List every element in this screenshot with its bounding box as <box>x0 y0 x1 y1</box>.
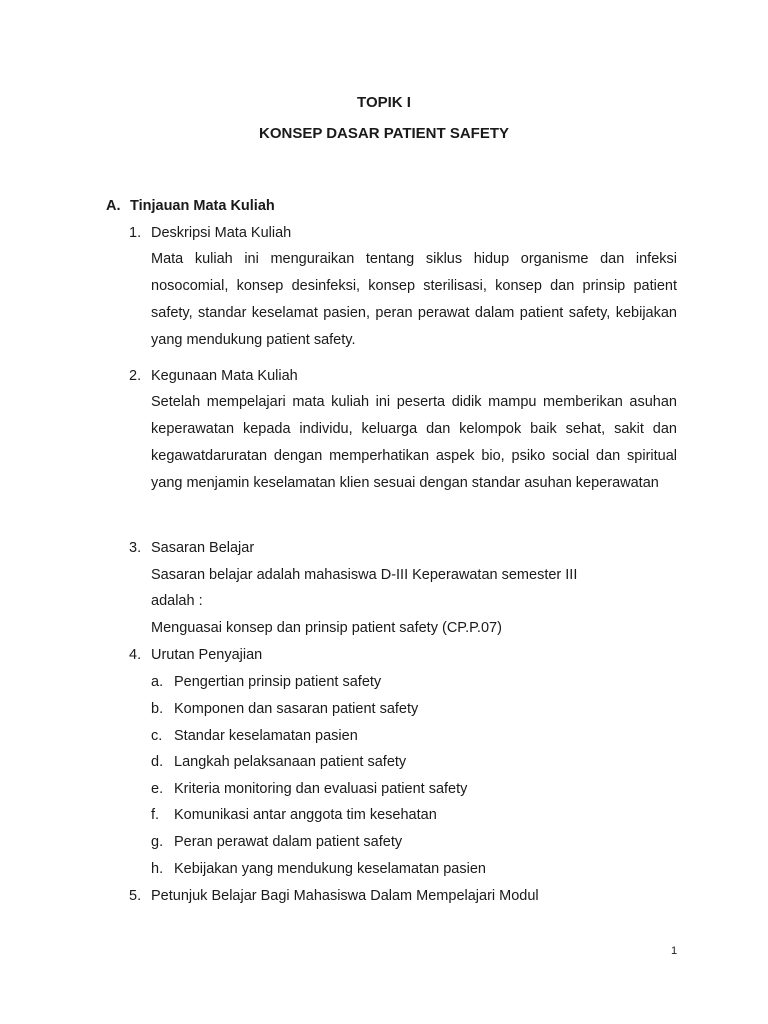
list-item-label: Urutan Penyajian <box>151 647 263 663</box>
section-a-marker: A. <box>106 198 121 214</box>
list-item-number: 5. <box>129 888 142 904</box>
sub-list-letter: d. <box>151 754 164 770</box>
topic-subtitle: KONSEP DASAR PATIENT SAFETY <box>258 125 510 142</box>
topic-title: TOPIK I <box>357 94 411 111</box>
sub-list-text: Komponen dan sasaran patient safety <box>174 701 419 717</box>
list-item-label: Kegunaan Mata Kuliah <box>151 368 298 384</box>
sub-list-letter: c. <box>151 728 163 744</box>
list-item-number: 4. <box>129 647 142 663</box>
list-item-number: 2. <box>129 368 142 384</box>
list-item-number: 3. <box>129 540 142 556</box>
list-item-number: 1. <box>129 225 142 241</box>
list-item-label: Deskripsi Mata Kuliah <box>151 225 292 241</box>
sub-list-letter: h. <box>151 861 164 877</box>
sub-list-text: Langkah pelaksanaan patient safety <box>174 754 407 770</box>
sasaran-line: Sasaran belajar adalah mahasiswa D-III Keperawatan semester III <box>151 567 578 583</box>
page-number: 1 <box>671 945 678 957</box>
paragraph-deskripsi: Mata kuliah ini menguraikan tentang siklus hidup organisme dan infeksi nosocomial, konsep desinfeksi, konsep sterilisasi, konsep dan prinsip patient safety, standar keselamat pasien, peran perawat dalam patient safety, kebijakan yang mendukung patient safety. <box>151 251 677 348</box>
sasaran-line: Menguasai konsep dan prinsip patient safety (CP.P.07) <box>151 620 502 636</box>
sub-list-letter: e. <box>151 781 164 797</box>
list-item-label: Sasaran Belajar <box>151 540 255 556</box>
section-a-heading: Tinjauan Mata Kuliah <box>130 198 275 214</box>
paragraph-kegunaan: Setelah mempelajari mata kuliah ini peserta didik mampu memberikan asuhan keperawatan kepada individu, keluarga dan kelompok baik sehat, sakit dan kegawatdaruratan dengan memperhatikan aspek bio, psiko social dan spiritual yang menjamin keselamatan klien sesuai dengan standar asuhan keperawatan <box>151 394 677 491</box>
sasaran-line: adalah : <box>151 593 203 609</box>
sub-list-text: Standar keselamatan pasien <box>174 728 358 744</box>
list-item-label: Petunjuk Belajar Bagi Mahasiswa Dalam Mempelajari Modul <box>151 888 539 904</box>
sub-list-text: Komunikasi antar anggota tim kesehatan <box>174 807 437 823</box>
sub-list-text: Peran perawat dalam patient safety <box>174 834 403 850</box>
sub-list-text: Kebijakan yang mendukung keselamatan pasien <box>174 861 486 877</box>
sub-list-text: Kriteria monitoring dan evaluasi patient safety <box>174 781 468 797</box>
sub-list-text: Pengertian prinsip patient safety <box>174 674 382 690</box>
sub-list-letter: a. <box>151 674 164 690</box>
sub-list-letter: f. <box>151 807 160 823</box>
sub-list-letter: g. <box>151 834 164 850</box>
sub-list-letter: b. <box>151 701 164 717</box>
